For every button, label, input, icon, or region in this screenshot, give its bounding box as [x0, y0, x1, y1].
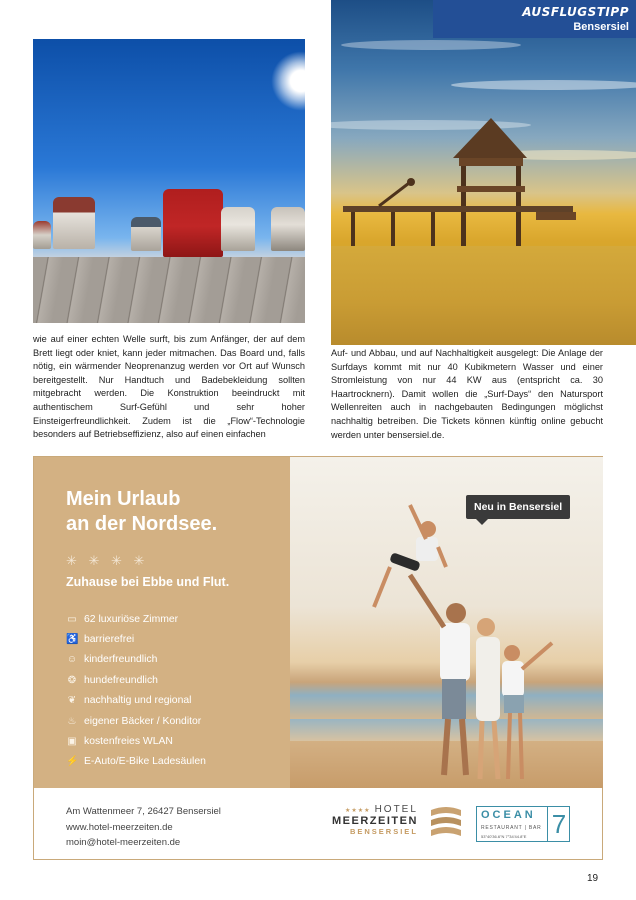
badge-subtitle: Bensersiel: [573, 21, 629, 33]
sun: [271, 51, 305, 111]
beach-chair: [33, 221, 51, 249]
beach-chair: [53, 197, 95, 249]
article-column-right: [331, 347, 603, 442]
contact-info: [66, 804, 221, 851]
hotel-advertisement: [33, 456, 603, 860]
playground-sunset-photo: [331, 0, 636, 345]
article-paragraph: wie auf einer echten Welle surft, bis zum Anfänger, der auf dem Brett liegt oder kniet, kann jeder mitmachen. Das Board und, falls nötig, ein wärmender Neoprenanzug werden vor Ort auf Wunsch bereitgestellt. Nur Handtuch und Badebekleidung sollten mitgebracht werden. Die Konstruktion beeindruckt mit authentischem Surf-Gefühl und sehr hoher Einsteigerfreundlichkeit. Zudem ist die „Flow“-Technologie besonders auf Betriebseffizienz, also auf einen einfachen: [33, 334, 305, 440]
bed-icon: ▭: [67, 613, 77, 625]
feature-label: eigener Bäcker / Konditor: [84, 715, 202, 727]
ocean-coordinates: 53°40'36.6"N 7°34'44.8"E: [481, 834, 527, 839]
feature-label: kostenfreies WLAN: [84, 736, 173, 748]
ad-footer: [34, 788, 602, 860]
feature-item: [66, 650, 290, 670]
feature-label: nachhaltig und regional: [84, 695, 192, 707]
beach-chair: [131, 217, 161, 251]
chef-hat-icon: ♨: [67, 715, 77, 727]
feature-item: [66, 752, 290, 772]
dog-icon: ❂: [67, 674, 77, 686]
feature-item: [66, 731, 290, 751]
wave-logo-mark: [429, 804, 463, 842]
logo-name: MEERZEITEN: [332, 815, 418, 827]
beach-chairs-photo: [33, 39, 305, 323]
logo-stars: ★★★★: [345, 808, 371, 814]
hotel-meerzeiten-logo: [332, 804, 418, 836]
ocean-name: OCEAN: [481, 809, 536, 821]
feature-label: hundefreundlich: [84, 674, 158, 686]
charging-icon: ⚡: [66, 756, 79, 768]
ad-headline: [66, 487, 290, 537]
family-beach-photo: [290, 457, 603, 788]
ad-headline-line: an der Nordsee.: [66, 513, 218, 535]
beach-sand: [331, 246, 636, 345]
feature-item: [66, 691, 290, 711]
leaf-icon: ❦: [67, 695, 77, 707]
feature-label: E-Auto/E-Bike Ladesäulen: [84, 756, 206, 768]
boardwalk: [33, 257, 305, 323]
ad-tagline: Zuhause bei Ebbe und Flut.: [66, 575, 230, 589]
category-badge: [433, 0, 636, 38]
ad-headline-line: Mein Urlaub: [66, 488, 181, 510]
ocean-number: 7: [547, 807, 570, 841]
ocean-subtitle: RESTAURANT | BAR: [481, 825, 542, 831]
page-number: 19: [587, 873, 599, 884]
logo-line: [332, 804, 418, 815]
article-column-left: [33, 333, 305, 442]
beach-chair: [163, 189, 223, 257]
logo-location: BENSERSIEL: [349, 827, 418, 836]
ad-info-panel: [34, 457, 290, 788]
feature-label: kinderfreundlich: [84, 654, 158, 666]
star-rating: ✳ ✳ ✳ ✳: [66, 553, 149, 568]
feature-label: 62 luxuriöse Zimmer: [84, 613, 179, 625]
website-link[interactable]: www.hotel-meerzeiten.de: [66, 821, 173, 833]
new-location-badge: Neu in Bensersiel: [466, 495, 570, 519]
address: Am Wattenmeer 7, 26427 Bensersiel: [66, 806, 221, 817]
beach-chair: [221, 207, 255, 251]
feature-item: [66, 609, 290, 629]
ocean-7-logo: [476, 806, 570, 842]
feature-list: [66, 609, 290, 772]
wheelchair-icon: ♿: [66, 634, 79, 646]
logo-hotel: HOTEL: [374, 804, 418, 815]
wifi-icon: ▣: [67, 736, 77, 748]
feature-item: [66, 629, 290, 649]
feature-item: [66, 670, 290, 690]
email-link[interactable]: moin@hotel-meerzeiten.de: [66, 837, 181, 848]
badge-title: AUSFLUGSTIPP: [522, 5, 629, 19]
article-paragraph: Auf- und Abbau, und auf Nachhaltigkeit ausgelegt: Die Anlage der Surfdays kommt mit nur 40 Kubikmetern Wasser und einer Stromleistung von nur 44 KW aus (entspricht ca. 30 Haartrocknern). Damit wollen die „Surf-Days“ den Natursport Wellenreiten auch in nachgebauten Bedingungen möglichst nachhaltig betreiben. Die Tickets können künftig online gebucht werden unter bensersiel.de.: [331, 348, 603, 440]
feature-label: barrierefrei: [84, 634, 135, 646]
feature-item: [66, 711, 290, 731]
child-icon: ☺: [66, 654, 78, 666]
beach-chair: [271, 207, 305, 251]
